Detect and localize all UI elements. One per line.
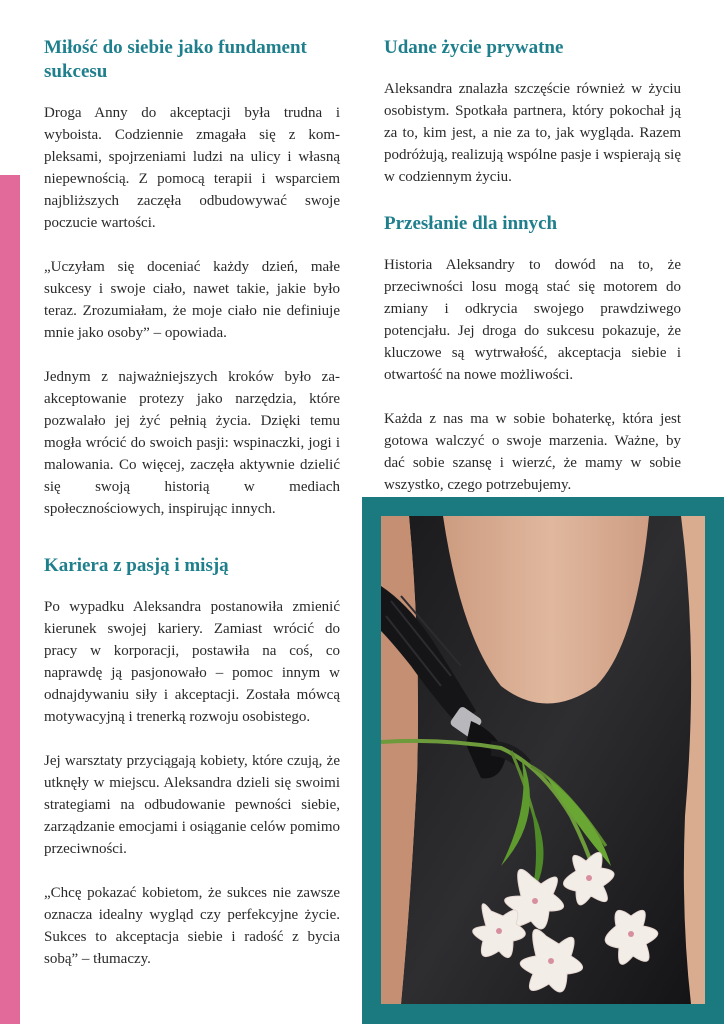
heading-career: Kariera z pasją i misją xyxy=(44,555,229,576)
photo-frame xyxy=(362,497,724,1024)
heading-message: Przesłanie dla innych xyxy=(384,213,558,234)
heading-private-life: Udane życie prywatne xyxy=(384,37,564,58)
paragraph: Droga Anny do akceptacji była trudna i wyboista. Codziennie zmagała się z kompleksami, spojrzeniami ludzi na ulicy i własną niepewnością. Z pomocą terapii i wsparciem najbliższych zaczęła odbudowywać swoje poczucie wartości. xyxy=(44,105,340,231)
paragraph: Aleksandra znalazła szczęście również w życiu osobistym. Spotkała partnera, który pokochał ją za to, kim jest, a nie za to, jak wygląda. Razem podróżują, realizują wspólne pasje i wspierają się w codziennym życiu. xyxy=(384,81,681,185)
section-career xyxy=(44,554,340,970)
paragraph: „Uczyłam się doceniać każdy dzień, małe sukcesy i swoje ciało, nawet takie, jakie było teraz. Zrozumiałam, że moje ciało nie definiuje mnie jako osoby” – opowiada. xyxy=(44,259,340,341)
right-column xyxy=(384,36,681,496)
left-column xyxy=(44,36,340,970)
paragraph: Każda z nas ma w sobie bohaterkę, która jest gotowa walczyć o swoje marzenia. Ważne, by dać sobie szansę i wierzć, że mamy w sobie wszystko, czego potrzebujemy. xyxy=(384,411,681,493)
paragraph: Jednym z najważniejszych kroków było zaakceptowanie protezy jako narzędzia, które pozwalało jej żyć pełnią życia. Dzięki temu mogła wrócić do swoich pasji: wspinaczki, jogi i malowania. Co więcej, zaczęła aktywnie dzielić się swoją historią w mediach społecznościowych, inspirując innych. xyxy=(44,369,340,517)
photo-woman-prosthesis-flowers xyxy=(381,516,705,1004)
paragraph: Jej warsztaty przyciągają kobiety, które czują, że utknęły w miejscu. Aleksandra dzieli się swoimi strategiami na odbudowanie pewności siebie, zarządzanie emocjami i osiąganie celów pomimo przeciwności. xyxy=(44,753,340,857)
section-private-life xyxy=(384,36,681,188)
photo-illustration xyxy=(381,516,705,1004)
paragraph: „Chcę pokazać kobietom, że sukces nie zawsze oznacza idealny wygląd czy perfekcyjne życie. Sukces to akceptacja siebie i radość z bycia sobą” – tłumaczy. xyxy=(44,885,340,967)
heading-self-love: Miłość do siebie jako fundament sukcesu xyxy=(44,37,307,82)
paragraph: Historia Aleksandry to dowód na to, że przeciwności losu mogą stać się motorem do zmiany i odkrycia swojego prawdziwego potencjału. Jej droga do sukcesu pokazuje, że kluczowe są wytrwałość, akceptacja siebie i otwartość na nowe możliwości. xyxy=(384,257,681,383)
section-message xyxy=(384,212,681,496)
pink-accent-bar xyxy=(0,175,20,1024)
paragraph: Po wypadku Aleksandra postanowiła zmienić kierunek swojej kariery. Zamiast wrócić do pracy w korporacji, postawiła na coś, co naprawdę ją pasjonowało – pomoc innym w odnajdywaniu siły i akceptacji. Została mówcą motywacyjną i trenerką rozwoju osobistego. xyxy=(44,599,340,725)
section-self-love xyxy=(44,36,340,520)
